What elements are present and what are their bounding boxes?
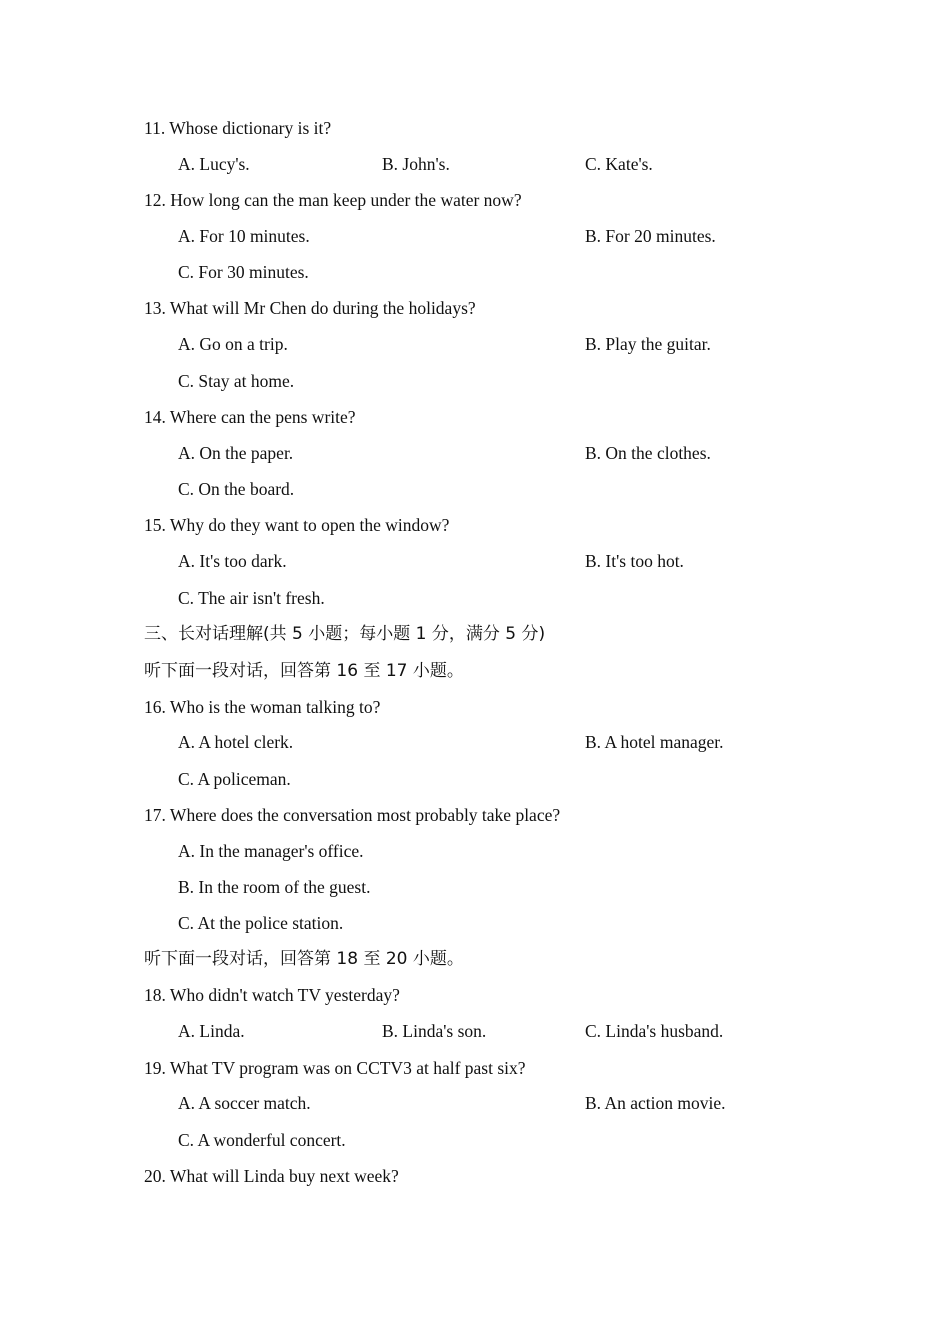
q11-option-b: B. John's. (382, 154, 450, 174)
q14-option-c: C. On the board. (178, 479, 295, 499)
question-13: 13. What will Mr Chen do during the holidays? (144, 298, 476, 318)
q18-option-c: C. Linda's husband. (585, 1021, 724, 1041)
q11-option-c: C. Kate's. (585, 154, 653, 174)
q14-option-b: B. On the clothes. (585, 443, 711, 463)
q18-option-a: A. Linda. (178, 1021, 245, 1041)
q16-option-a: A. A hotel clerk. (178, 732, 294, 752)
question-16: 16. Who is the woman talking to? (144, 697, 381, 717)
q17-option-b: B. In the room of the guest. (178, 877, 371, 897)
question-12: 12. How long can the man keep under the water now? (144, 190, 522, 210)
q16-option-c: C. A policeman. (178, 769, 291, 789)
q13-option-c: C. Stay at home. (178, 371, 295, 391)
section-instruction-1: 听下面一段对话，回答第 16 至 17 小题。 (144, 661, 464, 681)
q16-option-b: B. A hotel manager. (585, 732, 724, 752)
q14-option-a: A. On the paper. (178, 443, 294, 463)
q13-option-b: B. Play the guitar. (585, 334, 711, 354)
q15-option-a: A. It's too dark. (178, 551, 287, 571)
q19-option-a: A. A soccer match. (178, 1093, 311, 1113)
q19-option-c: C. A wonderful concert. (178, 1130, 346, 1150)
q18-option-b: B. Linda's son. (382, 1021, 487, 1041)
question-19: 19. What TV program was on CCTV3 at half past six? (144, 1058, 526, 1078)
section-heading: 三、长对话理解(共 5 小题；每小题 1 分，满分 5 分) (144, 624, 546, 644)
q17-option-a: A. In the manager's office. (178, 841, 364, 861)
q11-option-a: A. Lucy's. (178, 154, 250, 174)
question-18: 18. Who didn't watch TV yesterday? (144, 985, 400, 1005)
section-instruction-2: 听下面一段对话，回答第 18 至 20 小题。 (144, 949, 464, 969)
question-15: 15. Why do they want to open the window? (144, 515, 450, 535)
question-11: 11. Whose dictionary is it? (144, 118, 332, 138)
question-20: 20. What will Linda buy next week? (144, 1166, 399, 1186)
q13-option-a: A. Go on a trip. (178, 334, 288, 354)
q12-option-c: C. For 30 minutes. (178, 262, 309, 282)
q12-option-a: A. For 10 minutes. (178, 226, 310, 246)
q17-option-c: C. At the police station. (178, 913, 344, 933)
question-14: 14. Where can the pens write? (144, 407, 356, 427)
q15-option-c: C. The air isn't fresh. (178, 588, 325, 608)
q19-option-b: B. An action movie. (585, 1093, 726, 1113)
question-17: 17. Where does the conversation most probably take place? (144, 805, 561, 825)
q12-option-b: B. For 20 minutes. (585, 226, 716, 246)
q15-option-b: B. It's too hot. (585, 551, 684, 571)
